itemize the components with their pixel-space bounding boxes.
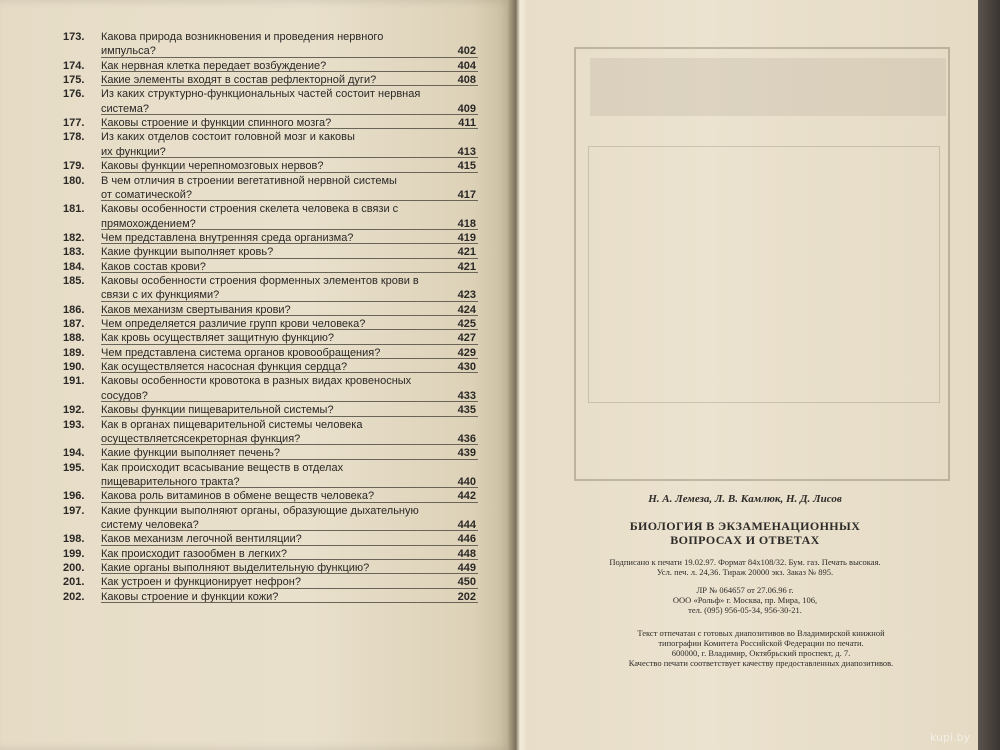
toc-entry-text: Какие функции выполняет кровь? <box>101 246 274 259</box>
toc-entry-text: Как кровь осуществляет защитную функцию? <box>101 332 334 345</box>
toc-entry-number: 192. <box>63 404 85 417</box>
printer-line: Текст отпечатан с готовых диапозитивов во Владимирской книжной <box>637 628 885 638</box>
toc-entry-text: пищеварительного тракта? <box>101 475 240 488</box>
toc-entry <box>0 548 512 560</box>
toc-divider <box>101 602 478 603</box>
toc-entry-number: 193. <box>63 418 85 431</box>
toc-entry <box>0 419 512 431</box>
toc-entry-number: 186. <box>63 303 85 316</box>
toc-entry <box>0 591 512 603</box>
toc-entry-page: 442 <box>457 490 476 503</box>
toc-entry-text: их функции? <box>101 145 166 158</box>
toc-entry-page: 450 <box>457 576 476 589</box>
toc-divider <box>101 530 478 531</box>
toc-entry-text: сосудов? <box>101 389 148 402</box>
toc-divider <box>101 588 478 589</box>
toc-entry-text: Какие функции выполняют органы, образующие дыхательную <box>101 504 419 517</box>
toc-entry <box>0 304 512 316</box>
watermark: kupi.by <box>929 731 970 744</box>
toc-entry <box>0 246 512 258</box>
show-through-band <box>590 58 946 116</box>
toc-divider <box>101 243 478 244</box>
toc-entry-text: импульса? <box>101 45 156 58</box>
toc-divider <box>101 459 478 460</box>
imprint-title-line1: БИОЛОГИЯ В ЭКЗАМЕНАЦИОННЫХ <box>629 519 861 533</box>
toc-entry-text: осуществляетсясекреторная функция? <box>101 432 301 445</box>
toc-entry-page: 424 <box>457 303 476 316</box>
toc-entry-number: 200. <box>63 562 85 574</box>
toc-entry-text: связи с их функциями? <box>101 289 220 302</box>
toc-entry-page: 421 <box>457 260 476 273</box>
toc-entry <box>0 88 512 100</box>
toc-entry-page: 440 <box>457 475 476 488</box>
toc-entry-text: Как осуществляется насосная функция сердца? <box>101 361 348 374</box>
toc-entry <box>0 203 512 215</box>
toc-entry <box>0 332 512 344</box>
toc-entry-text: Из каких отделов состоит головной мозг и каковы <box>101 131 355 144</box>
toc-entry-text: Как устроен и функционирует нефрон? <box>101 576 301 589</box>
imprint-print-info <box>580 557 910 577</box>
toc-entry-page: 409 <box>457 102 476 115</box>
toc-entry <box>0 275 512 287</box>
toc-divider <box>101 559 478 560</box>
toc-divider <box>101 57 478 58</box>
toc-entry-text: Каковы строение и функции спинного мозга? <box>101 117 332 130</box>
toc-entry-text: Каков механизм легочной вентиляции? <box>101 533 302 546</box>
toc-entry-page: 436 <box>457 432 476 445</box>
toc-entry-text: систему человека? <box>101 518 199 531</box>
toc-entry-number: 184. <box>63 260 85 273</box>
toc-entry-page: 423 <box>457 289 476 302</box>
toc-entry <box>0 533 512 545</box>
toc-entry-number: 196. <box>63 490 85 503</box>
toc-entry-text: Каковы строение и функции кожи? <box>101 590 279 603</box>
printer-line: типографии Комитета Российской Федерации по печати. <box>658 638 864 648</box>
toc-entry <box>0 347 512 359</box>
toc-entry-text: Какова природа возникновения и проведения нервного <box>101 31 384 43</box>
toc-divider <box>101 128 478 129</box>
toc-entry <box>0 433 512 445</box>
imprint-license <box>580 585 910 615</box>
toc-divider <box>101 372 478 373</box>
toc-entry-page: 449 <box>457 562 476 574</box>
toc-entry-number: 180. <box>63 174 85 187</box>
toc-entry-text: от соматической? <box>101 188 192 201</box>
toc-entry-number: 198. <box>63 533 85 546</box>
toc-divider <box>101 258 478 259</box>
toc-entry-number: 202. <box>63 590 85 603</box>
toc-entry <box>0 476 512 488</box>
toc-entry-page: 402 <box>457 45 476 58</box>
toc-entry-page: 421 <box>457 246 476 259</box>
toc-entry-page: 415 <box>457 160 476 173</box>
toc-divider <box>101 200 478 201</box>
toc-entry <box>0 117 512 129</box>
toc-entry-text: Каковы особенности строения скелета человека в связи с <box>101 203 399 216</box>
toc-entry-text: Как происходит газообмен в легких? <box>101 547 287 560</box>
toc-entry-text: Каковы функции черепномозговых нервов? <box>101 160 324 173</box>
toc-entry-text: Как нервная клетка передает возбуждение? <box>101 59 327 72</box>
toc-entry-text: Какие элементы входят в состав рефлекторной дуги? <box>101 74 377 86</box>
toc-entry-text: Каковы функции пищеварительной системы? <box>101 404 334 417</box>
toc-entry-page: 430 <box>457 361 476 374</box>
toc-entry-number: 176. <box>63 88 85 101</box>
toc-entry-number: 177. <box>63 117 85 130</box>
toc-entry <box>0 175 512 187</box>
toc-entry-number: 195. <box>63 461 85 474</box>
toc-entry <box>0 519 512 531</box>
toc-entry-text: Как происходит всасывание веществ в отделах <box>101 461 344 474</box>
toc-entry-text: Каковы особенности кровотока в разных видах кровеносных <box>101 375 412 388</box>
toc-entry-text: Из каких структурно-функциональных частей состоит нервная <box>101 88 421 101</box>
toc-entry-number: 174. <box>63 59 85 72</box>
imprint-authors: Н. А. Лемеза, Л. В. Камлюк, Н. Д. Лисов <box>648 493 842 505</box>
toc-entry <box>0 576 512 588</box>
toc-divider <box>101 157 478 158</box>
imprint-printer <box>596 628 926 668</box>
toc-entry <box>0 232 512 244</box>
toc-entry-page: 419 <box>457 231 476 244</box>
toc-divider <box>101 114 478 115</box>
toc-entry <box>0 74 512 86</box>
imprint-title-line2: ВОПРОСАХ И ОТВЕТАХ <box>670 533 820 547</box>
toc-entry-text: Чем представлена система органов кровообращения? <box>101 346 381 359</box>
license-line: ЛР № 064657 от 27.06.96 г. <box>696 585 794 595</box>
toc-divider <box>101 344 478 345</box>
toc-entry-text: Каков состав крови? <box>101 260 206 273</box>
toc-divider <box>101 272 478 273</box>
toc-entry-page: 202 <box>457 590 476 603</box>
toc-divider <box>101 545 478 546</box>
toc-entry-number: 188. <box>63 332 85 345</box>
toc-entry-page: 404 <box>457 59 476 72</box>
toc-entry-number: 179. <box>63 160 85 173</box>
toc-entry-number: 189. <box>63 346 85 359</box>
toc-entry-text: система? <box>101 102 149 115</box>
toc-entry <box>0 390 512 402</box>
toc-entry <box>0 462 512 474</box>
toc-divider <box>101 487 478 488</box>
toc-entry-text: Чем представлена внутренняя среда организма? <box>101 231 354 244</box>
toc-entry-page: 425 <box>457 318 476 330</box>
toc-entry-text: Чем определяется различие групп крови человека? <box>101 318 366 330</box>
toc-entry <box>0 31 512 43</box>
toc-entry-number: 197. <box>63 504 85 517</box>
toc-entry <box>0 490 512 502</box>
toc-entry <box>0 562 512 574</box>
toc-entry-number: 185. <box>63 274 85 287</box>
toc-entry <box>0 103 512 115</box>
toc-entry <box>0 361 512 373</box>
toc-entry-number: 178. <box>63 131 85 144</box>
toc-entry-number: 191. <box>63 375 85 388</box>
license-line: ООО «Рольф» г. Москва, пр. Мира, 106, <box>672 595 818 605</box>
toc-divider <box>101 401 478 402</box>
toc-entry <box>0 375 512 387</box>
toc-entry <box>0 505 512 517</box>
toc-divider <box>101 301 478 302</box>
toc-divider <box>101 229 478 230</box>
toc-entry <box>0 60 512 72</box>
toc-entry-page: 448 <box>457 547 476 560</box>
toc-entry-page: 418 <box>457 217 476 230</box>
toc-entry-text: Как в органах пищеварительной системы человека <box>101 418 363 431</box>
toc-divider <box>101 71 478 72</box>
license-line: тел. (095) 956-05-34, 956-30-21. <box>688 605 802 615</box>
toc-entry-page: 435 <box>457 404 476 417</box>
toc-entry-number: 194. <box>63 447 85 460</box>
toc-entry-number: 201. <box>63 576 85 589</box>
toc-entry-text: Каков механизм свертывания крови? <box>101 303 291 316</box>
toc-entry-page: 417 <box>457 188 476 201</box>
toc-entry-page: 444 <box>457 518 476 531</box>
toc-entry-number: 181. <box>63 203 85 216</box>
toc-entry-text: Какова роль витаминов в обмене веществ человека? <box>101 490 375 503</box>
toc-entry <box>0 45 512 57</box>
toc-divider <box>101 573 478 574</box>
toc-entry-text: В чем отличия в строении вегетативной нервной системы <box>101 174 397 187</box>
toc-entry-page: 413 <box>457 145 476 158</box>
toc-entry-page: 439 <box>457 447 476 460</box>
toc-entry-page: 429 <box>457 346 476 359</box>
toc-divider <box>101 416 478 417</box>
toc-divider <box>101 358 478 359</box>
toc-divider <box>101 172 478 173</box>
toc-divider <box>101 315 478 316</box>
toc-entry <box>0 146 512 158</box>
toc-entry <box>0 189 512 201</box>
toc-entry-number: 190. <box>63 361 85 374</box>
print-line: Усл. печ. л. 24,36. Тираж 20000 экз. Заказ № 895. <box>656 567 834 577</box>
toc-entry <box>0 218 512 230</box>
toc-entry-number: 173. <box>63 31 85 43</box>
toc-entry <box>0 160 512 172</box>
table-background <box>978 0 1000 750</box>
toc-entry-page: 446 <box>457 533 476 546</box>
printer-line: Качество печати соответствует качеству предоставленных диапозитивов. <box>628 658 894 668</box>
toc-entry <box>0 261 512 273</box>
toc-entry-number: 199. <box>63 547 85 560</box>
toc-entry-page: 411 <box>458 117 476 130</box>
toc-entry-number: 187. <box>63 318 85 330</box>
toc-entry <box>0 131 512 143</box>
printer-line: 600000, г. Владимир, Октябрьский проспект, д. 7. <box>671 648 851 658</box>
show-through-inner-frame <box>588 146 940 403</box>
toc-divider <box>101 85 478 86</box>
toc-entry-text: прямохождением? <box>101 217 196 230</box>
toc-entry <box>0 447 512 459</box>
toc-entry <box>0 289 512 301</box>
toc-entry-text: Каковы особенности строения форменных элементов крови в <box>101 274 419 287</box>
toc-entry-page: 408 <box>457 74 476 86</box>
toc-entry-text: Какие функции выполняет печень? <box>101 447 280 460</box>
toc-entry-page: 427 <box>457 332 476 345</box>
toc-divider <box>101 502 478 503</box>
toc-entry-page: 433 <box>457 389 476 402</box>
toc-entry-number: 175. <box>63 74 85 86</box>
print-line: Подписано к печати 19.02.97. Формат 84х108/32. Бум. газ. Печать высокая. <box>609 557 881 567</box>
toc-entry <box>0 318 512 330</box>
toc-entry-number: 183. <box>63 246 85 259</box>
toc-entry-number: 182. <box>63 231 85 244</box>
toc-divider <box>101 444 478 445</box>
toc-entry <box>0 404 512 416</box>
toc-entry-text: Какие органы выполняют выделительную функцию? <box>101 562 370 574</box>
toc-divider <box>101 329 478 330</box>
